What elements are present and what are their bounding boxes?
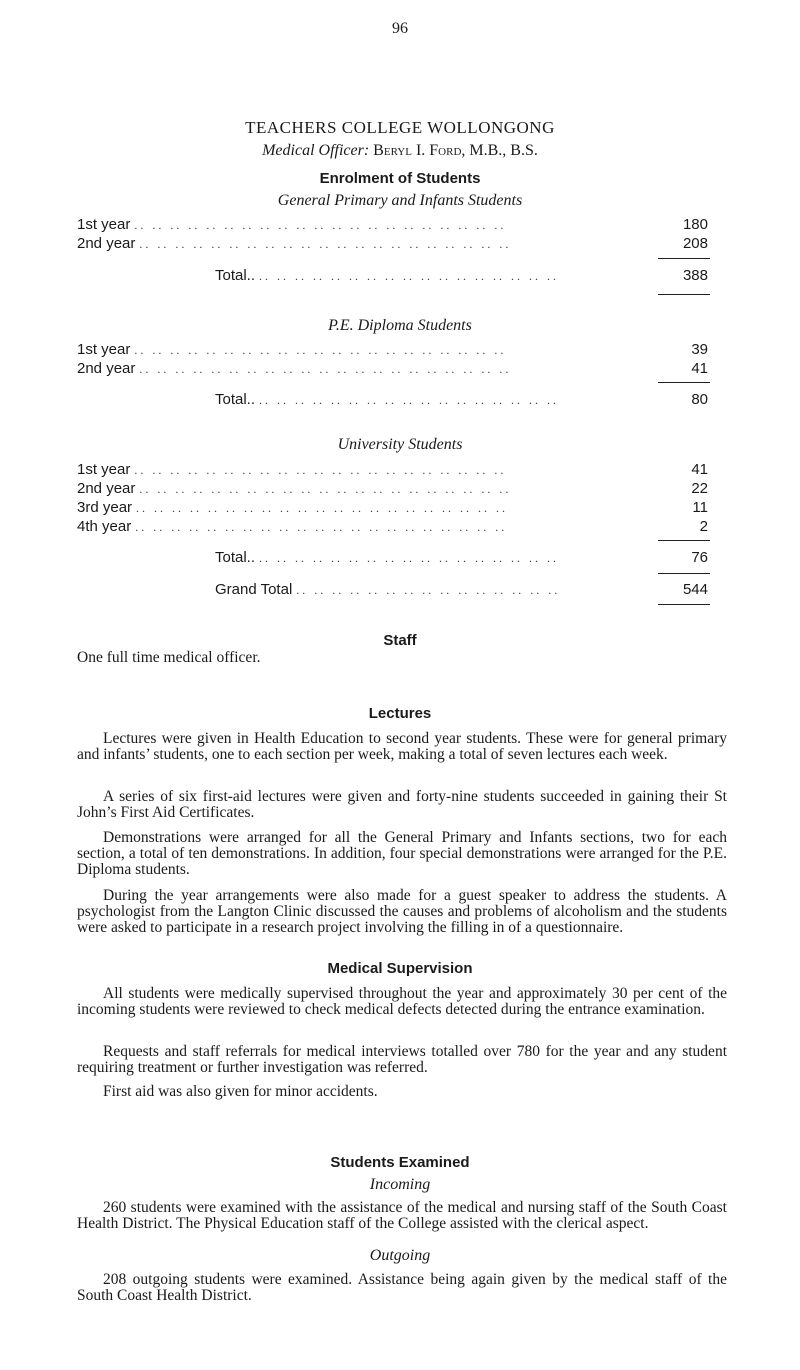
total-rule xyxy=(658,604,710,605)
incoming-paragraph: 260 students were examined with the assistance of the medical and nursing staff of the South Coast Health District. The Physical Education staff of the College assisted with the clerical aspect. xyxy=(77,1199,727,1232)
supervision-paragraph: Requests and staff referrals for medical interviews totalled over 780 for the year and any student requiring treatment or further investigation was referred. xyxy=(77,1043,727,1076)
incoming-subheading: Incoming xyxy=(369,1176,431,1193)
leader-dots: .. .. .. .. .. .. .. .. .. .. .. .. .. .. .. .. .. xyxy=(259,269,560,283)
supervision-paragraph: All students were medically supervised throughout the year and approximately 30 per cent of the incoming students were reviewed to check medical defects detected during the entrance examination. xyxy=(77,985,727,1018)
leader-dots: .. .. .. .. .. .. .. .. .. .. .. .. .. .. .. .. .. .. .. .. .. xyxy=(135,520,508,534)
total-rule xyxy=(658,540,710,541)
university-row xyxy=(77,496,708,516)
row-value: 41 xyxy=(691,461,708,478)
row-label: 1st year xyxy=(77,461,131,478)
page-number: 96 xyxy=(392,20,408,37)
students-examined-heading: Students Examined xyxy=(330,1154,470,1171)
general-row xyxy=(77,232,708,252)
leader-dots: .. .. .. .. .. .. .. .. .. .. .. .. .. .. .. xyxy=(296,583,561,597)
general-subheading: General Primary and Infants Students xyxy=(277,192,523,209)
lectures-paragraph: A series of six first-aid lectures were given and forty-nine students succeeded in gaining their St John’s First Aid Certificates. xyxy=(77,788,727,821)
outgoing-paragraph: 208 outgoing students were examined. Assistance being again given by the medical staff of the South Coast Health District. xyxy=(77,1271,727,1304)
lectures-heading: Lectures xyxy=(368,705,432,722)
leader-dots: .. .. .. .. .. .. .. .. .. .. .. .. .. .. .. .. .. xyxy=(259,393,560,407)
general-total-row xyxy=(77,264,708,284)
total-label: Total.. xyxy=(215,549,256,566)
leader-dots: .. .. .. .. .. .. .. .. .. .. .. .. .. .. .. .. .. .. .. .. .. xyxy=(134,463,507,477)
general-row xyxy=(77,213,708,233)
outgoing-subheading: Outgoing xyxy=(369,1247,431,1264)
supervision-paragraph: First aid was also given for minor accidents. xyxy=(103,1083,378,1100)
medical-supervision-heading: Medical Supervision xyxy=(327,960,473,977)
total-label: Total.. xyxy=(215,267,256,284)
row-label: 1st year xyxy=(77,216,131,233)
leader-dots: .. .. .. .. .. .. .. .. .. .. .. .. .. .. .. .. .. .. .. .. .. xyxy=(136,501,509,515)
row-value: 180 xyxy=(682,216,708,233)
grand-total-row xyxy=(77,578,708,598)
row-value: 11 xyxy=(692,499,708,516)
pe-subheading: P.E. Diploma Students xyxy=(328,317,472,334)
officer-label: Medical Officer: xyxy=(262,142,370,159)
lectures-paragraph: Demonstrations were arranged for all the General Primary and Infants sections, two for each section, a total of ten demonstrations. In addition, four special demonstrations were arranged for the P.E. Diploma students. xyxy=(77,829,727,878)
row-label: 2nd year xyxy=(77,235,136,252)
university-total-row xyxy=(77,546,708,566)
staff-heading: Staff xyxy=(383,632,417,649)
leader-dots: .. .. .. .. .. .. .. .. .. .. .. .. .. .. .. .. .. .. .. .. .. xyxy=(139,362,512,376)
leader-dots: .. .. .. .. .. .. .. .. .. .. .. .. .. .. .. .. .. .. .. .. .. xyxy=(139,482,512,496)
university-row xyxy=(77,515,708,535)
row-label: 1st year xyxy=(77,341,131,358)
grand-total-value: 544 xyxy=(682,581,708,598)
university-row xyxy=(77,458,708,478)
university-row xyxy=(77,477,708,497)
university-subheading: University Students xyxy=(337,436,463,453)
grand-total-label: Grand Total xyxy=(215,581,293,598)
total-rule xyxy=(658,294,710,295)
total-rule xyxy=(658,382,710,383)
row-value: 208 xyxy=(682,235,708,252)
lectures-paragraph: During the year arrangements were also made for a guest speaker to address the students. A psychologist from the Langton Clinic discussed the causes and problems of alcoholism and the students were asked to participate in a research project involving the filling in of a questionnaire. xyxy=(77,887,727,936)
officer-name: Beryl I. Ford, M.B., B.S. xyxy=(373,142,538,159)
pe-row xyxy=(77,338,708,358)
total-rule xyxy=(658,258,710,259)
medical-officer-line xyxy=(0,142,800,160)
pe-total-row xyxy=(77,388,708,408)
pe-row xyxy=(77,357,708,377)
row-label: 2nd year xyxy=(77,360,136,377)
leader-dots: .. .. .. .. .. .. .. .. .. .. .. .. .. .. .. .. .. .. .. .. .. xyxy=(139,237,512,251)
total-label: Total.. xyxy=(215,391,256,408)
row-value: 2 xyxy=(699,518,708,535)
total-value: 388 xyxy=(682,267,708,284)
total-value: 76 xyxy=(691,549,708,566)
row-value: 39 xyxy=(691,341,708,358)
leader-dots: .. .. .. .. .. .. .. .. .. .. .. .. .. .. .. .. .. .. .. .. .. xyxy=(134,218,507,232)
row-label: 4th year xyxy=(77,518,132,535)
total-rule xyxy=(658,573,710,574)
leader-dots: .. .. .. .. .. .. .. .. .. .. .. .. .. .. .. .. .. .. .. .. .. xyxy=(134,343,507,357)
row-value: 22 xyxy=(691,480,708,497)
row-value: 41 xyxy=(691,360,708,377)
leader-dots: .. .. .. .. .. .. .. .. .. .. .. .. .. .. .. .. .. xyxy=(259,551,560,565)
document-title: TEACHERS COLLEGE WOLLONGONG xyxy=(245,118,555,137)
row-label: 3rd year xyxy=(77,499,133,516)
lectures-paragraph: Lectures were given in Health Education to second year students. These were for general primary and infants’ students, one to each section per week, making a total of seven lectures each week. xyxy=(77,730,727,763)
enrolment-heading: Enrolment of Students xyxy=(319,170,481,187)
staff-text: One full time medical officer. xyxy=(77,649,261,666)
row-label: 2nd year xyxy=(77,480,136,497)
total-value: 80 xyxy=(691,391,708,408)
